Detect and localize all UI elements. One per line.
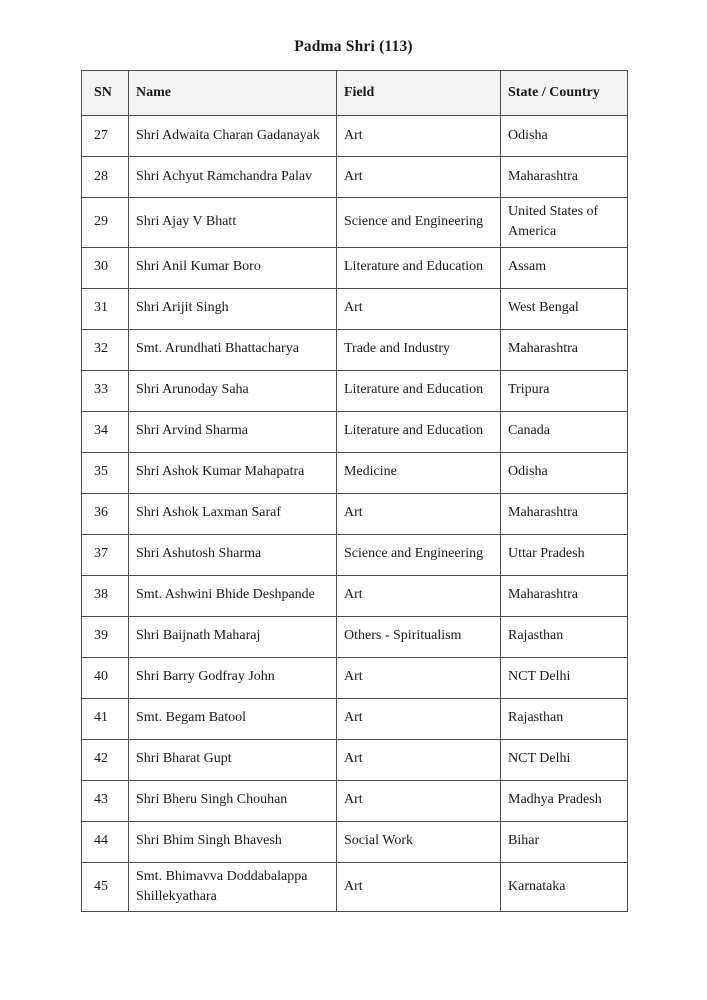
cell-state: Uttar Pradesh: [501, 534, 628, 575]
cell-name: Shri Achyut Ramchandra Palav: [129, 157, 337, 198]
cell-state: United States of America: [501, 198, 628, 248]
cell-name: Shri Ashok Kumar Mahapatra: [129, 452, 337, 493]
cell-field: Social Work: [337, 821, 501, 862]
table-row: [82, 157, 628, 198]
cell-state: Bihar: [501, 821, 628, 862]
awards-table: [81, 70, 628, 912]
table-row: [82, 198, 628, 248]
cell-state: Rajasthan: [501, 616, 628, 657]
cell-state: Madhya Pradesh: [501, 780, 628, 821]
cell-sn: 41: [82, 698, 129, 739]
cell-name: Smt. Arundhati Bhattacharya: [129, 329, 337, 370]
cell-name: Shri Arvind Sharma: [129, 411, 337, 452]
cell-field: Art: [337, 575, 501, 616]
cell-name: Shri Bhim Singh Bhavesh: [129, 821, 337, 862]
table-header-row: [82, 71, 628, 116]
cell-name: Smt. Bhimavva Doddabalappa Shillekyathara: [129, 862, 337, 912]
table-row: [82, 821, 628, 862]
cell-field: Literature and Education: [337, 247, 501, 288]
cell-field: Art: [337, 288, 501, 329]
cell-state: Karnataka: [501, 862, 628, 912]
table-row: [82, 780, 628, 821]
cell-field: Science and Engineering: [337, 534, 501, 575]
cell-state: Rajasthan: [501, 698, 628, 739]
cell-name: Shri Anil Kumar Boro: [129, 247, 337, 288]
cell-field: Art: [337, 493, 501, 534]
table-row: [82, 616, 628, 657]
cell-name: Shri Bharat Gupt: [129, 739, 337, 780]
cell-name: Shri Ajay V Bhatt: [129, 198, 337, 248]
cell-sn: 45: [82, 862, 129, 912]
cell-sn: 40: [82, 657, 129, 698]
cell-sn: 30: [82, 247, 129, 288]
cell-name: Shri Barry Godfray John: [129, 657, 337, 698]
cell-field: Art: [337, 698, 501, 739]
cell-state: NCT Delhi: [501, 739, 628, 780]
cell-state: Maharashtra: [501, 329, 628, 370]
cell-field: Literature and Education: [337, 411, 501, 452]
table-row: [82, 370, 628, 411]
column-header-sn: SN: [82, 71, 129, 116]
cell-state: West Bengal: [501, 288, 628, 329]
table-row: [82, 329, 628, 370]
cell-state: Maharashtra: [501, 575, 628, 616]
cell-field: Art: [337, 739, 501, 780]
table-row: [82, 739, 628, 780]
table-row: [82, 493, 628, 534]
table-row: [82, 247, 628, 288]
table-row: [82, 534, 628, 575]
cell-name: Shri Arunoday Saha: [129, 370, 337, 411]
cell-field: Art: [337, 116, 501, 157]
column-header-field: Field: [337, 71, 501, 116]
cell-state: Maharashtra: [501, 157, 628, 198]
cell-field: Medicine: [337, 452, 501, 493]
cell-field: Art: [337, 657, 501, 698]
cell-field: Science and Engineering: [337, 198, 501, 248]
cell-sn: 36: [82, 493, 129, 534]
cell-field: Literature and Education: [337, 370, 501, 411]
table-row: [82, 288, 628, 329]
table-row: [82, 575, 628, 616]
cell-state: Tripura: [501, 370, 628, 411]
table-row: [82, 116, 628, 157]
cell-name: Shri Bheru Singh Chouhan: [129, 780, 337, 821]
cell-name: Shri Arijit Singh: [129, 288, 337, 329]
table-row: [82, 657, 628, 698]
cell-state: Assam: [501, 247, 628, 288]
cell-name: Smt. Ashwini Bhide Deshpande: [129, 575, 337, 616]
cell-name: Smt. Begam Batool: [129, 698, 337, 739]
cell-name: Shri Ashutosh Sharma: [129, 534, 337, 575]
cell-sn: 42: [82, 739, 129, 780]
cell-field: Art: [337, 862, 501, 912]
cell-sn: 29: [82, 198, 129, 248]
cell-name: Shri Adwaita Charan Gadanayak: [129, 116, 337, 157]
cell-sn: 35: [82, 452, 129, 493]
table-body: [82, 116, 628, 912]
column-header-name: Name: [129, 71, 337, 116]
table-row: [82, 698, 628, 739]
cell-name: Shri Ashok Laxman Saraf: [129, 493, 337, 534]
cell-field: Art: [337, 780, 501, 821]
column-header-state: State / Country: [501, 71, 628, 116]
cell-sn: 27: [82, 116, 129, 157]
table-row: [82, 452, 628, 493]
cell-state: Odisha: [501, 452, 628, 493]
table-row: [82, 411, 628, 452]
cell-state: Maharashtra: [501, 493, 628, 534]
cell-name: Shri Baijnath Maharaj: [129, 616, 337, 657]
cell-sn: 43: [82, 780, 129, 821]
cell-sn: 38: [82, 575, 129, 616]
table-row: [82, 862, 628, 912]
cell-state: Canada: [501, 411, 628, 452]
cell-sn: 33: [82, 370, 129, 411]
cell-sn: 34: [82, 411, 129, 452]
cell-field: Trade and Industry: [337, 329, 501, 370]
cell-sn: 31: [82, 288, 129, 329]
page-title: Padma Shri (113): [294, 38, 413, 55]
cell-sn: 37: [82, 534, 129, 575]
cell-sn: 32: [82, 329, 129, 370]
cell-sn: 39: [82, 616, 129, 657]
cell-sn: 44: [82, 821, 129, 862]
cell-state: Odisha: [501, 116, 628, 157]
cell-sn: 28: [82, 157, 129, 198]
cell-field: Art: [337, 157, 501, 198]
cell-field: Others - Spiritualism: [337, 616, 501, 657]
cell-state: NCT Delhi: [501, 657, 628, 698]
